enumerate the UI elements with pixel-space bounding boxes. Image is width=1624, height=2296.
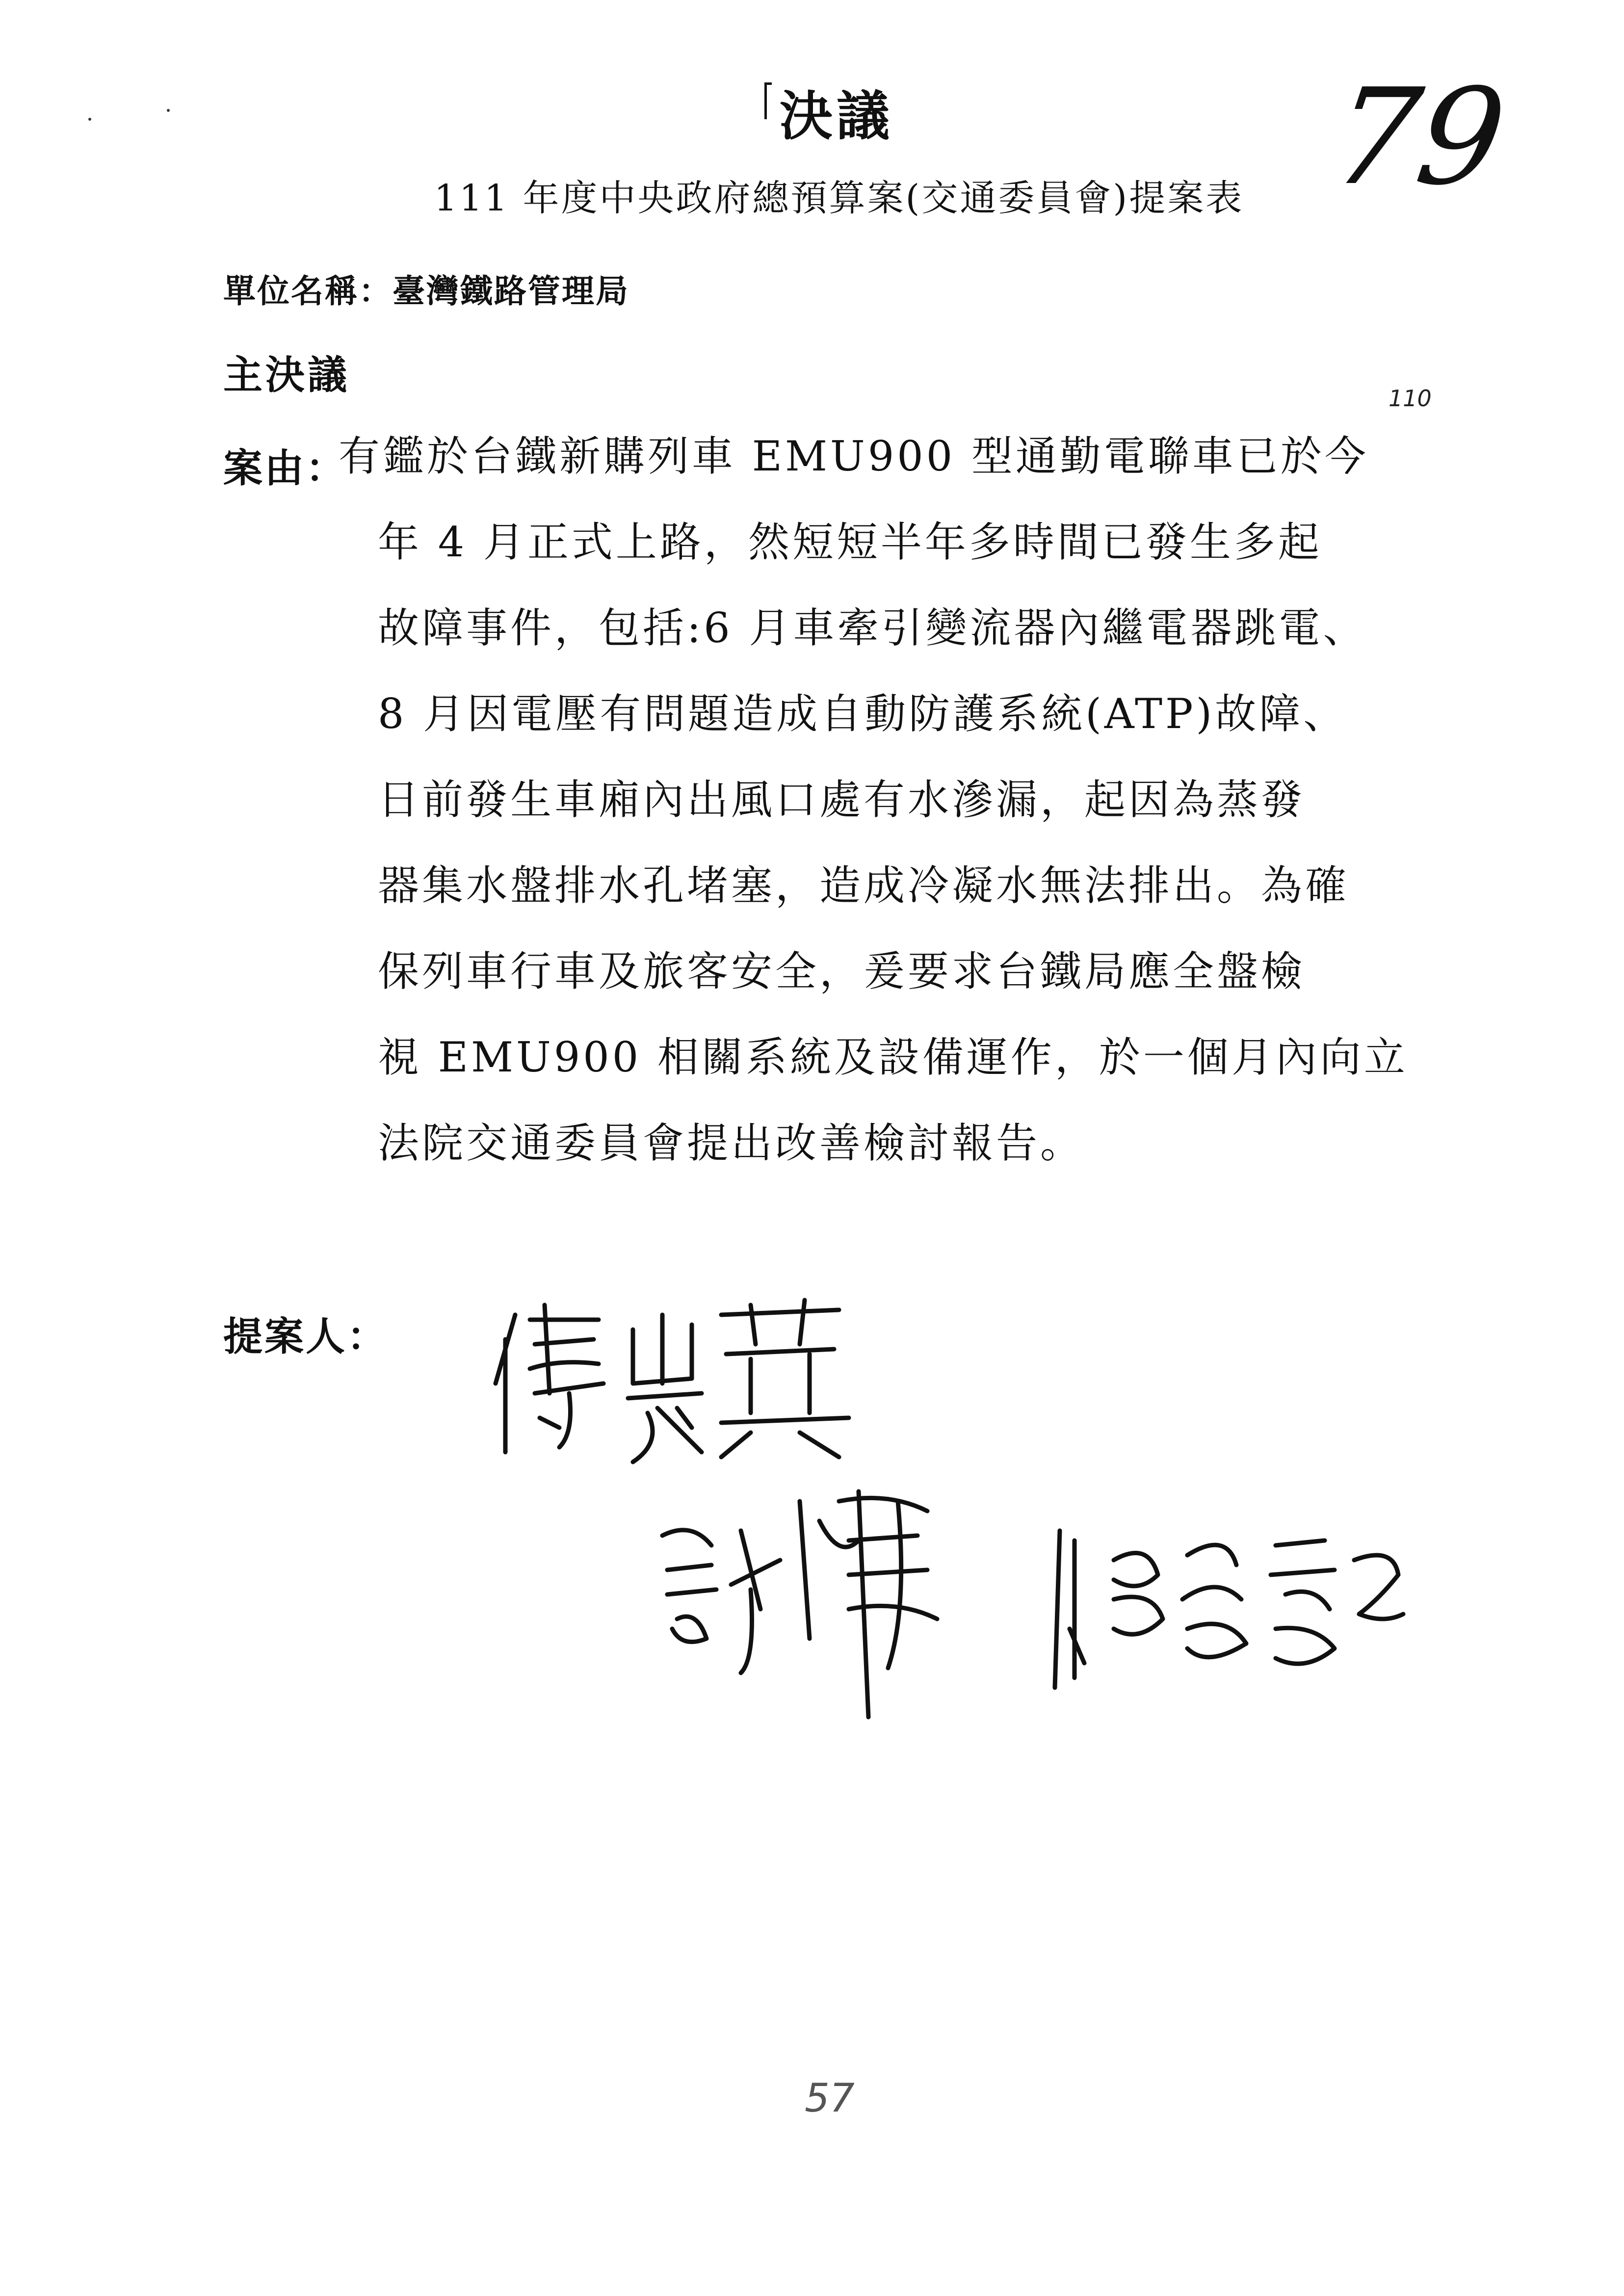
reason-line: 日前發生車廂內出風口處有水滲漏，起因為蒸發 (378, 776, 1306, 824)
margin-note: 110 (1388, 385, 1432, 412)
reason-line: 法院交通委員會提出改善檢討報告。 (378, 1119, 1085, 1167)
signature-1 (486, 1285, 859, 1472)
reason-line: 有鑑於台鐵新購列車 EMU900 型通勤電聯車已於今 (339, 432, 1369, 480)
signature-3 (1040, 1501, 1413, 1717)
reason-line: 器集水盤排水孔堵塞，造成冷凝水無法排出。為確 (378, 861, 1350, 910)
document-subtitle: 111 年度中央政府總預算案(交通委員會)提案表 (434, 177, 1244, 219)
scan-speck (167, 109, 170, 112)
reason-line: 視 EMU900 相關系統及設備運作，於一個月內向立 (378, 1033, 1408, 1081)
reason-line: 保列車行車及旅客安全，爰要求台鐵局應全盤檢 (378, 947, 1306, 995)
scan-speck (88, 118, 91, 121)
reason-line: 8 月因電壓有問題造成自動防護系統(ATP)故障、 (378, 690, 1348, 738)
unit-name: 單位名稱：臺灣鐵路管理局 (223, 272, 629, 310)
reason-line: 故障事件，包括:6 月車牽引變流器內繼電器跳電、 (378, 604, 1367, 652)
proposer-label: 提案人： (223, 1314, 388, 1359)
reason-body (339, 432, 1438, 1204)
reason-label: 案由： (223, 445, 347, 491)
signature-2 (653, 1462, 1006, 1737)
section-heading: 主決議 (223, 352, 350, 398)
reason-line: 年 4 月正式上路，然短短半年多時間已發生多起 (378, 518, 1322, 566)
footer-handwritten-mark: 57 (805, 2075, 855, 2121)
page-title: 決議 (779, 86, 893, 147)
handwritten-page-number: 79 (1323, 60, 1514, 214)
